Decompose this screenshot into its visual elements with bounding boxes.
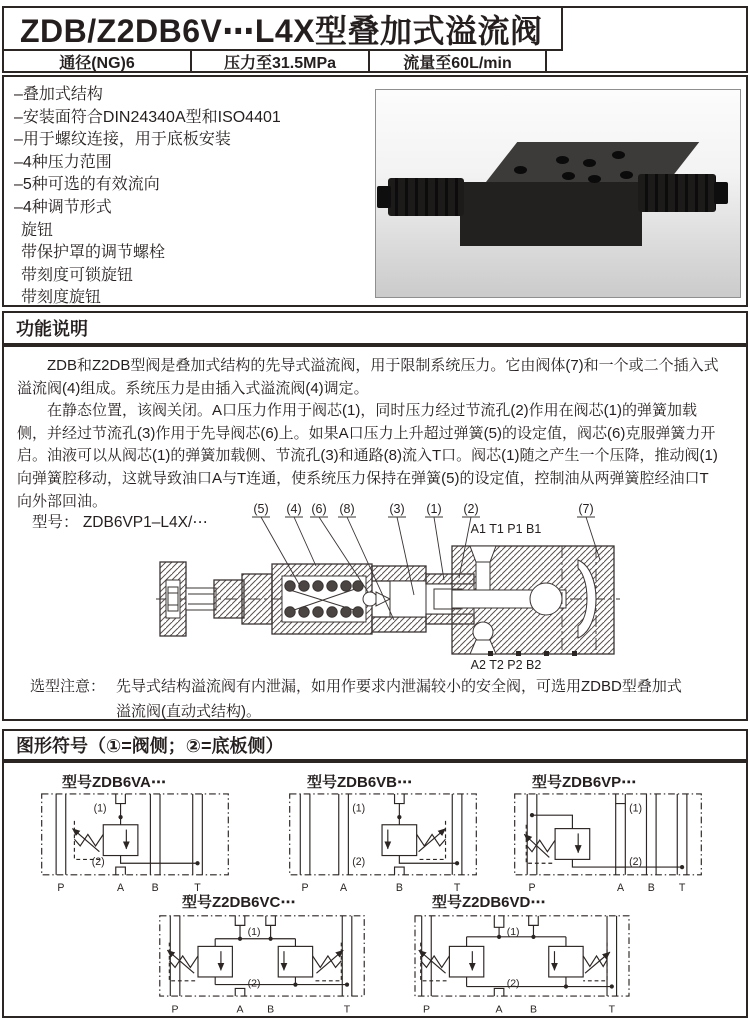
port-a: A [495,1003,503,1016]
port-t: T [453,882,461,895]
callout-2: (2) [463,502,479,516]
feature-item: –5种可选的有效流向 [14,176,160,194]
feature-item: –用于螺纹连接，用于底板安装 [14,131,231,149]
function-paragraphs [4,347,746,513]
model-label: 型号： [32,514,79,531]
port-hole [514,166,527,174]
callout-7: (7) [578,502,594,516]
callout-4: (4) [286,502,302,516]
callout-6: (6) [311,502,327,516]
port-b: B [395,882,403,895]
port-b: B [151,882,159,895]
note-label: 选型注意： [30,678,106,695]
label-1: (1) [352,802,366,815]
right-knob-tip [714,182,728,204]
pilot-stage [363,566,426,632]
port-hole [583,159,596,167]
feature-list [14,84,281,310]
symbol-drawing [507,790,709,898]
label-1: (1) [93,802,107,815]
port-p: P [528,882,536,895]
hydraulic-symbol-zdb6va [34,771,249,898]
symbol-title: 型号ZDB6VB⋯ [307,774,413,791]
callout-1: (1) [426,502,442,516]
ports-bottom-label: A2 T2 P2 B2 [470,658,542,672]
symbol-title: 型号ZDB6VP⋯ [532,774,637,791]
selection-note [30,674,682,724]
label-2: (2) [352,856,366,869]
function-heading: 功能说明 [16,319,88,339]
port-p: P [171,1003,179,1016]
hydraulic-symbol-zdb6vp [507,771,725,898]
symbols-body [2,761,748,1018]
port-hole [562,172,575,180]
ports-top-label: A1 T1 P1 B1 [470,522,542,536]
valve-body-block [452,546,614,656]
spec-pressure: 压力至31.5MPa [192,51,370,71]
port-b: B [529,1003,537,1016]
port-hole [556,156,569,164]
feature-subitem: 带刻度可锁旋钮 [21,266,134,284]
callout-3: (3) [389,502,405,516]
port-hole [588,175,601,183]
spec-size: 通径(NG)6 [4,51,192,71]
label-2: (2) [506,977,520,990]
port-p: P [301,882,309,895]
port-a: A [616,882,625,895]
port-p: P [57,882,65,895]
spec-flow: 流量至60L/min [370,51,547,71]
callout-8: (8) [339,502,355,516]
label-2: (2) [247,977,261,990]
port-hole [612,151,625,159]
feature-item: –安装面符合DIN24340A型和ISO4401 [14,108,281,126]
port-a: A [236,1003,244,1016]
feature-subitem: 旋钮 [21,221,54,239]
features-section [2,75,748,307]
label-1: (1) [247,925,261,938]
port-a: A [340,882,348,895]
feature-subitem: 带刻度旋钮 [21,289,102,307]
header-table [2,6,748,73]
function-body [2,345,748,721]
cross-section-wrap [154,502,624,672]
hydraulic-symbol-z2db6vc [152,895,387,1019]
callout-5: (5) [253,502,269,516]
symbol-drawing [282,790,484,898]
product-photo [375,89,741,298]
port-t: T [194,882,201,895]
symbol-title: 型号Z2DB6VD⋯ [432,894,546,911]
right-adjust-knob [638,174,716,212]
hydraulic-symbol-zdb6vb [282,771,497,898]
port-b: B [647,882,655,895]
feature-item: –叠加式结构 [14,86,103,103]
feature-subitem: 带保护罩的调节螺栓 [21,244,166,262]
symbol-drawing [407,912,637,1019]
symbol-title: 型号ZDB6VA⋯ [62,774,166,791]
function-paragraph-2: 在静态位置，该阀关闭。A口压力作用于阀芯(1)，同时压力经过节流孔(2)作用在阀芯(1)的弹簧加载侧，并经过节流孔(3)作用于先导阀芯(6)上。如果A口压力上升超过弹簧(5)的设定值，阀芯(6)克服弹簧力开启。油液可以从阀芯(1)的弹簧加载侧、节流孔(3)和通路(8)流入T口。阀芯(1)随之产生一个压降，推动阀(1)向弹簧腔移动，这就导致油口A与T连通，使系统压力保持在弹簧(5)的设定值，控制油从两弹簧腔经油口T向外部回油。 [17,402,718,510]
label-2: (2) [629,856,643,869]
label-2: (2) [91,856,105,869]
left-knob-tip [377,186,391,208]
symbol-title: 型号Z2DB6VC⋯ [182,894,296,911]
port-hole [620,171,633,179]
function-paragraph-1: ZDB和Z2DB型阀是叠加式结构的先导式溢流阀，用于限制系统压力。它由阀体(7)和一个或二个插入式溢流阀(4)组成。系统压力是由插入式溢流阀(4)调定。 [17,357,719,397]
spec-row [4,51,547,71]
hydraulic-symbol-z2db6vd [407,895,657,1019]
page-title: ZDB/Z2DB6V⋯L4X型叠加式溢流阀 [4,8,563,51]
model-value: ZDB6VP1–L4X/⋯ [82,514,208,531]
port-t: T [678,882,686,895]
port-p: P [422,1003,430,1016]
port-a: A [117,882,125,895]
label-1: (1) [629,802,643,815]
symbols-heading: 图形符号（①=阀侧；②=底板侧） [16,736,284,756]
port-t: T [608,1003,616,1016]
symbol-drawing [34,790,236,898]
port-t: T [343,1003,351,1016]
left-adjust-knob [388,178,464,216]
valve-front-face [460,182,642,246]
port-b: B [267,1003,275,1016]
cross-section-diagram [154,502,624,672]
symbol-drawing [152,912,372,1019]
function-heading-box [2,311,748,345]
note-text: 先导式结构溢流阀有内泄漏，如用作要求内泄漏较小的安全阀，可选用ZDBD型叠加式溢流阀(直动式结构)。 [116,678,682,720]
symbols-heading-box [2,729,748,761]
feature-item: –4种压力范围 [14,153,112,171]
feature-item: –4种调节形式 [14,198,112,216]
label-1: (1) [506,925,520,938]
adjustment-assembly [160,562,272,636]
